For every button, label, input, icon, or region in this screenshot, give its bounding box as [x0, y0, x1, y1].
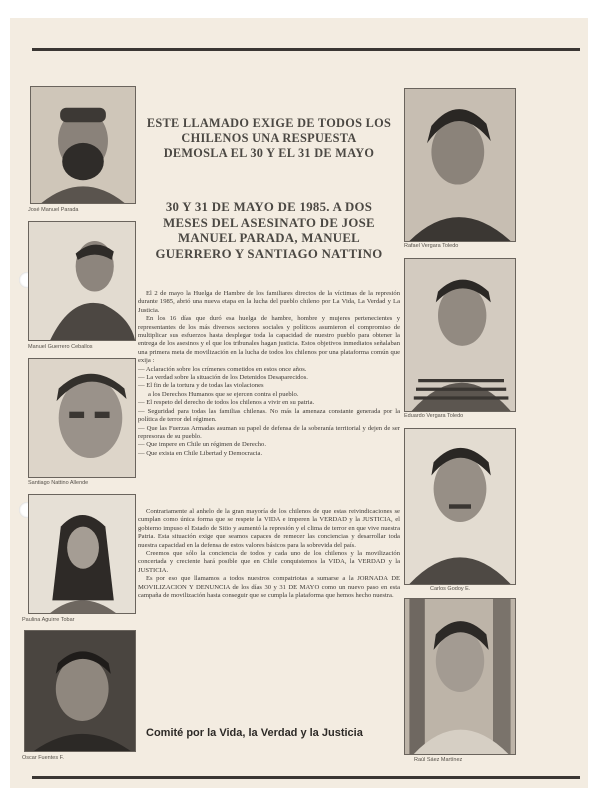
demand-item: — Que las Fuerzas Armadas asuman su papel de defensa de la soberanía territorial y dejen de ser represoras de su pueblo. — [138, 424, 400, 440]
top-rule — [32, 48, 580, 51]
portrait-left-4 — [28, 494, 136, 614]
portrait-left-3 — [28, 358, 136, 478]
portrait-right-3 — [404, 428, 516, 585]
headline-appeal-line: CHILENOS UNA RESPUESTA — [181, 131, 357, 145]
headline-date — [138, 200, 400, 262]
demand-item: — Aclaración sobre los crímenes cometidos en estos once años. — [138, 365, 307, 373]
caption-right-3: Carlos Godoy E. — [430, 586, 471, 592]
portrait-right-1 — [404, 88, 516, 242]
headline-date-line: GUERRERO Y SANTIAGO NATTINO — [155, 246, 383, 261]
headline-date-line: MANUEL PARADA, MANUEL — [177, 231, 360, 245]
headline-date-line: MESES DEL ASESINATO DE JOSE — [163, 215, 375, 230]
headline-date-line: 30 Y 31 DE MAYO DE 1985. A DOS — [165, 200, 373, 214]
demand-item: — El fin de la tortura y de todas las violaciones — [138, 382, 264, 390]
intro-paragraph: En los 16 días que duró esa huelga de hambre, hombre y mujeres pertenecientes y representantes de los más diversos sectores sociales y políticos asumieron el compromiso de multiplicar sus esfuerzos hasta desplegar toda la capacidad de nuestro pueblo para obtener la entrega de los asesinos y el que los tribunales hagan justicia. Estos objetivos inmediatos señalaban una primera meta de movilización en la lucha de todos los chilenos por una plataforma común que exija : — [138, 315, 400, 365]
caption-left-4: Paulina Aguirre Tobar — [22, 617, 75, 623]
intro-text — [138, 290, 400, 458]
caption-right-1: Rafael Vergara Toledo — [404, 243, 459, 249]
closing-text — [138, 508, 400, 600]
caption-left-2: Manuel Guerrero Ceballos — [28, 344, 93, 350]
portrait-left-5 — [24, 630, 136, 752]
portrait-left-1 — [30, 86, 136, 204]
portrait-right-2 — [404, 258, 516, 412]
bottom-rule — [32, 776, 580, 779]
demand-item: — Seguridad para todas las familias chilenas. No más la amenaza constante generada por la política de terror del régimen. — [138, 407, 400, 424]
portrait-left-2 — [28, 221, 136, 341]
demand-item: — Que exista en Chile Libertad y Democracia. — [138, 449, 263, 457]
headline-appeal — [138, 116, 400, 161]
intro-paragraph: El 2 de mayo la Huelga de Hambre de los familiares directos de la víctimas de la represión durante 1985, abrió una nueva etapa en la lucha del pueblo chileno por La Vida, La Verdad y La Justicia. — [138, 290, 400, 314]
closing-paragraph: Contrariamente al anhelo de la gran mayoría de los chilenos de que estas reivindicaciones se cumplan como única forma que se respete la VIDA e imperen la VERDAD y la JUSTICIA, el gobierno impuso el Estado de Sitio y aumentó la represión y el clima de terror en que vive nuestra Patria. Esta situación exige que seamos capaces de remecer las conciencias y desarrollar toda nuestra capacidad en la defensa de estos valores básicos para la sobrevida del país. — [138, 508, 400, 549]
caption-right-4: Raúl Sáez Martínez — [414, 757, 463, 763]
headline-appeal-line: ESTE LLAMADO EXIGE DE TODOS LOS — [146, 116, 392, 130]
demand-item: a los Derechos Humanos que se ejercen contra el pueblo. — [148, 390, 299, 398]
closing-paragraph: Creemos que sólo la conciencia de todos y cada uno de los chilenos y la movilización concertada y creciente hará posible que en Chile conquistemos la VIDA, la VERDAD y la JUSTICIA. — [138, 550, 400, 574]
demand-item: — La verdad sobre la situación de los Detenidos Desaparecidos. — [138, 374, 308, 382]
demand-item: — El respeto del derecho de todos los chilenos a vivir en su patria. — [138, 399, 315, 407]
portrait-right-4 — [404, 598, 516, 755]
headline-appeal-line: DEMOSLA EL 30 Y EL 31 DE MAYO — [163, 146, 375, 160]
committee-signature: Comité por la Vida, la Verdad y la Justicia — [146, 727, 363, 739]
caption-left-5: Oscar Fuentes F. — [22, 755, 64, 761]
caption-left-1: José Manuel Parada — [28, 207, 79, 213]
caption-right-2: Eduardo Vergara Toledo — [404, 413, 464, 419]
closing-paragraph: Es por eso que llamamos a todos nuestros compatriotas a sumarse a la JORNADA DE MOVILIZACION Y DENUNCIA de los días 30 y 31 DE MAYO como un nuevo paso en esta campaña de movilización hasta conseguir que se cumpla la plataforma que hemos hecho nuestra. — [138, 575, 400, 600]
demand-item: — Que impere en Chile un régimen de Derecho. — [138, 441, 266, 449]
caption-left-3: Santiago Nattino Allende — [28, 480, 89, 486]
